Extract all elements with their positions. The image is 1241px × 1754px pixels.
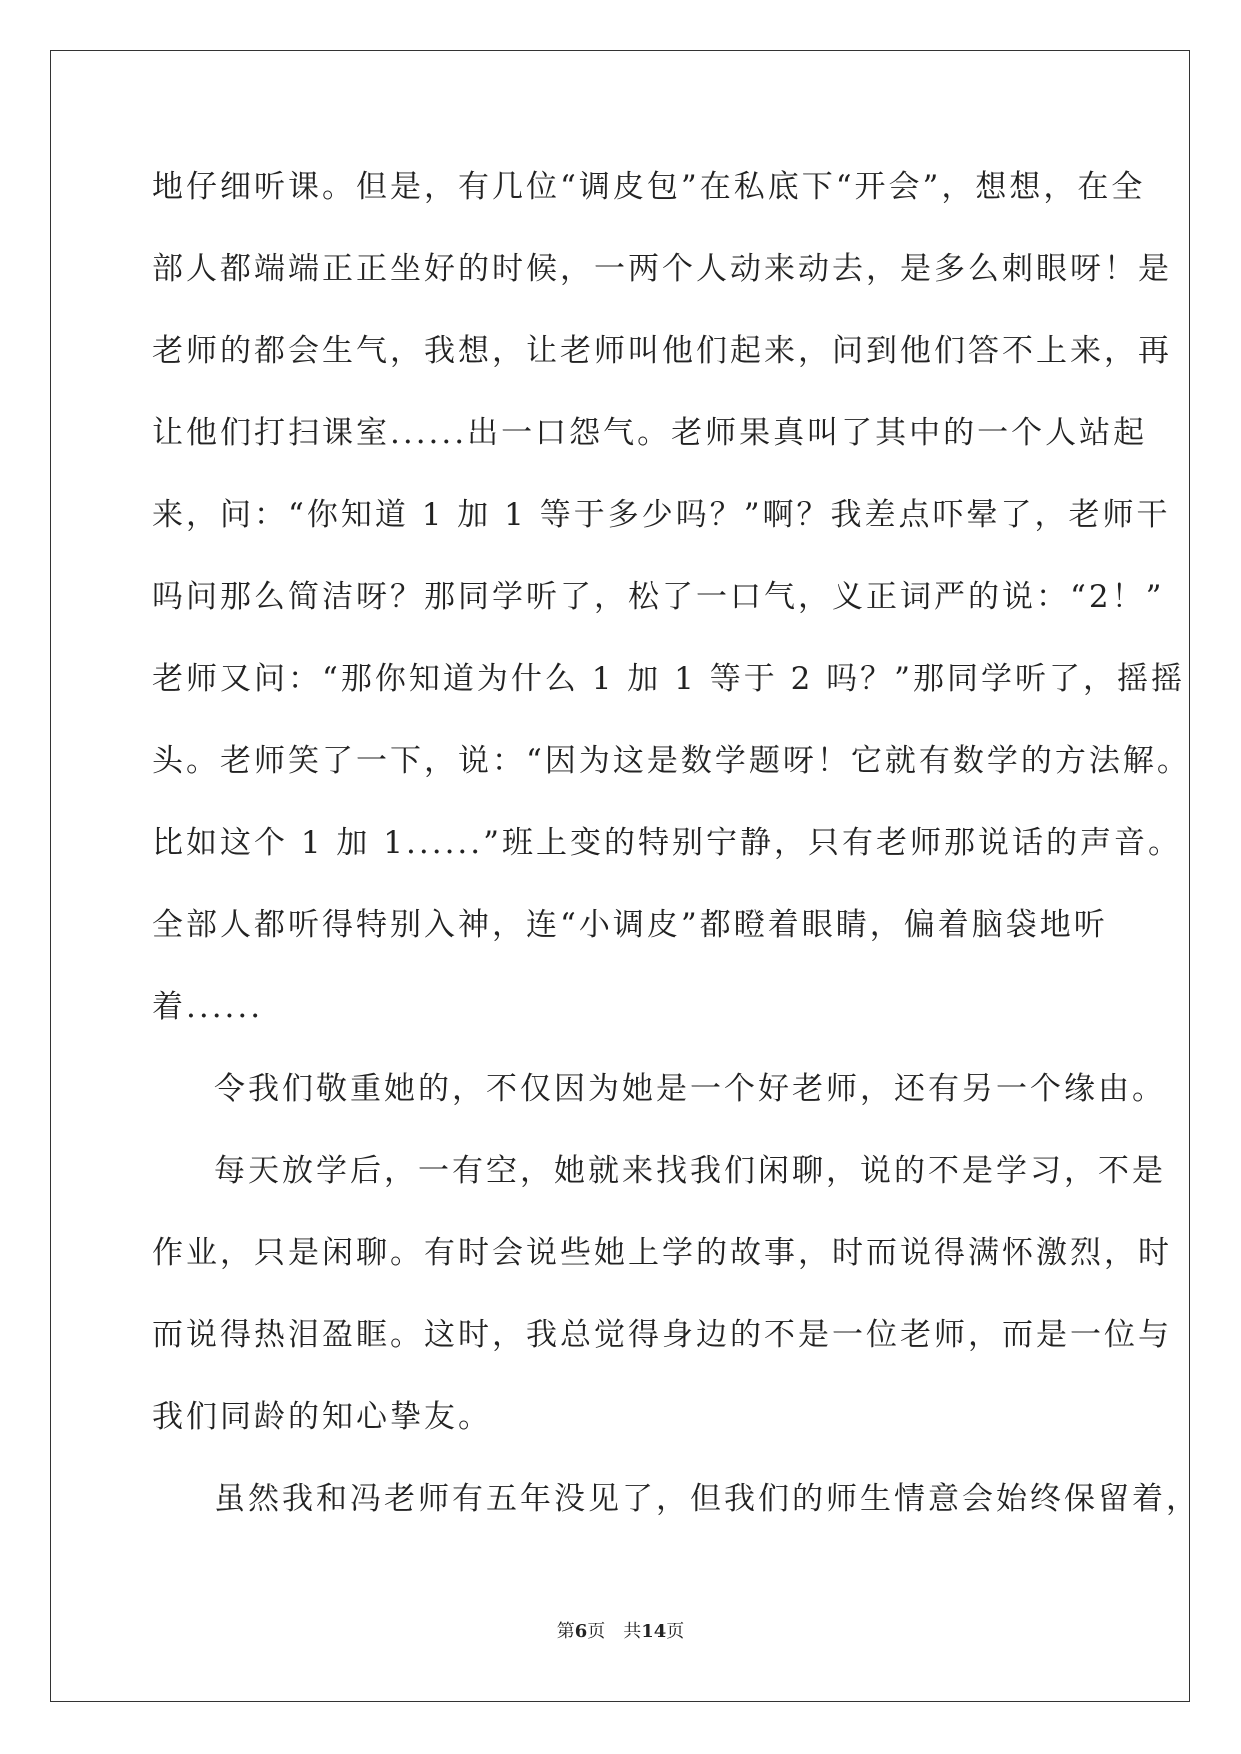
text-line: 老师的都会生气，我想，让老师叫他们起来，问到他们答不上来，再 bbox=[152, 333, 1172, 369]
total-page-count: 14 bbox=[641, 1621, 667, 1642]
document-body bbox=[152, 160, 1200, 1554]
footer-middle: 页 共 bbox=[587, 1621, 642, 1642]
text-line: 我们同龄的知心挚友。 bbox=[152, 1399, 492, 1435]
text-line: 头。老师笑了一下，说：“因为这是数学题呀！它就有数学的方法解。 bbox=[152, 743, 1191, 779]
text-line: 吗问那么简洁呀？那同学听了，松了一口气，义正词严的说：“2！” bbox=[152, 579, 1165, 615]
text-line: 全部人都听得特别入神，连“小调皮”都瞪着眼睛，偏着脑袋地听 bbox=[152, 907, 1108, 943]
text-line: 作业，只是闲聊。有时会说些她上学的故事，时而说得满怀激烈，时 bbox=[152, 1235, 1172, 1271]
paragraph-first-line: 每天放学后，一有空，她就来找我们闲聊，说的不是学习，不是 bbox=[214, 1153, 1166, 1189]
page-number-footer bbox=[0, 1617, 1241, 1643]
text-line: 来，问：“你知道 1 加 1 等于多少吗？”啊？我差点吓晕了，老师干 bbox=[152, 497, 1171, 533]
text-line: 而说得热泪盈眶。这时，我总觉得身边的不是一位老师，而是一位与 bbox=[152, 1317, 1172, 1353]
footer-suffix: 页 bbox=[666, 1621, 685, 1642]
text-line: 让他们打扫课室......出一口怨气。老师果真叫了其中的一个人站起 bbox=[152, 415, 1148, 451]
current-page-number: 6 bbox=[574, 1621, 588, 1642]
paragraph-first-line: 虽然我和冯老师有五年没见了，但我们的师生情意会始终保留着， bbox=[214, 1481, 1200, 1517]
footer-prefix: 第 bbox=[556, 1621, 575, 1642]
text-line: 部人都端端正正坐好的时候，一两个人动来动去，是多么刺眼呀！是 bbox=[152, 251, 1172, 287]
text-line: 地仔细听课。但是，有几位“调皮包”在私底下“开会”，想想，在全 bbox=[152, 169, 1146, 205]
text-line: 着...... bbox=[152, 989, 264, 1025]
paragraph-first-line: 令我们敬重她的，不仅因为她是一个好老师，还有另一个缘由。 bbox=[214, 1071, 1166, 1107]
text-line: 比如这个 1 加 1......”班上变的特别宁静，只有老师那说话的声音。 bbox=[152, 825, 1182, 861]
text-line: 老师又问：“那你知道为什么 1 加 1 等于 2 吗？”那同学听了，摇摇 bbox=[152, 661, 1185, 697]
